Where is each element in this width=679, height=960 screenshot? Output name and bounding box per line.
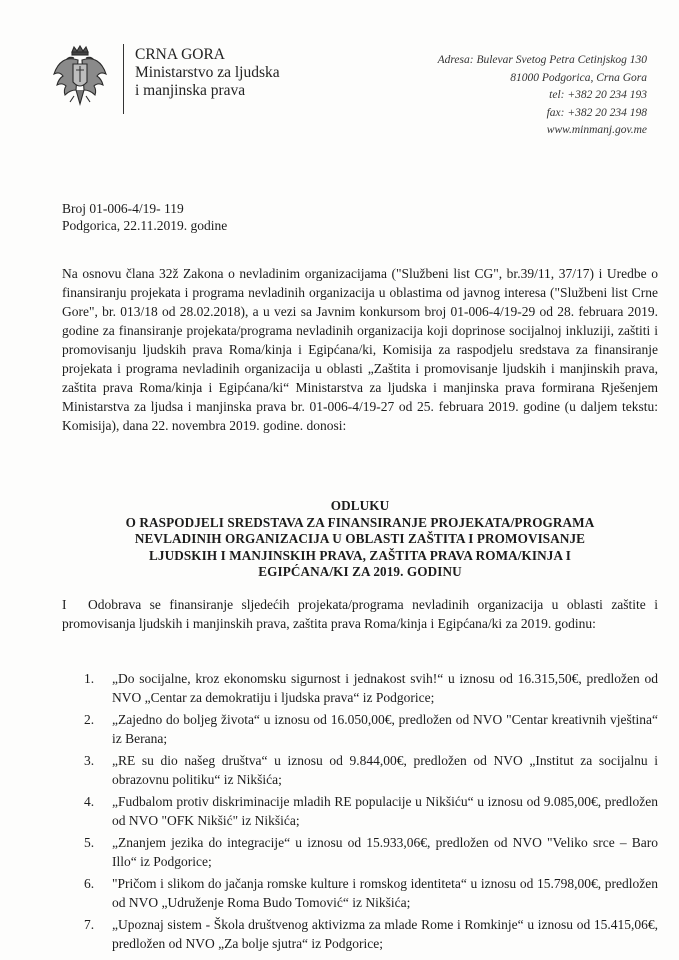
decision-title <box>62 498 658 581</box>
ministry-name <box>135 46 280 100</box>
ministry-line-2: i manjinska prava <box>135 82 246 99</box>
item-text: „RE su dio našeg društva“ u iznosu od 9.844,00€, predložen od NVO „Institut za socijalnu i obrazovnu politiku“ iz Nikšića; <box>112 753 658 787</box>
item-number: 6. <box>84 876 95 891</box>
list-item <box>62 669 658 707</box>
section-one <box>62 595 658 633</box>
ministry-line-1: Ministarstvo za ljudska <box>135 64 280 81</box>
item-number: 1. <box>84 671 95 686</box>
reference-number: Broj 01-006-4/19- 119 <box>62 201 184 216</box>
contact-block <box>438 52 647 140</box>
item-number: 5. <box>84 835 95 850</box>
title-line-2: O RASPODJELI SREDSTAVA ZA FINANSIRANJE PROJEKATA/PROGRAMA <box>125 514 595 530</box>
title-line-1: ODLUKU <box>330 498 390 513</box>
section-numeral: I <box>62 597 67 612</box>
item-number: 7. <box>84 917 95 932</box>
item-text: „Zajedno do boljeg života“ u iznosu od 16.050,00€, predložen od NVO "Centar kreativnih vještina“ iz Berana; <box>112 712 658 746</box>
reference-block <box>62 200 227 234</box>
city-line: 81000 Podgorica, Crna Gora <box>510 71 647 84</box>
country-name: CRNA GORA <box>135 46 226 63</box>
title-line-4: LJUDSKIH I MANJINSKIH PRAVA, ZAŠTITA PRAVA ROMA/KINJA I <box>149 547 571 563</box>
header-divider <box>123 44 124 114</box>
item-number: 2. <box>84 712 95 727</box>
section-text: Odobrava se finansiranje sljedećih projekata/programa nevladinih organizacija u oblasti zaštite i promovisanja ljudskih i manjinskih prava, zaštita prava Roma/kinja i Egipćana/ki za 2019. godinu: <box>62 597 658 631</box>
project-list <box>62 669 658 956</box>
place-date: Podgorica, 22.11.2019. godine <box>62 218 228 233</box>
item-number: 3. <box>84 753 95 768</box>
list-item <box>62 874 658 912</box>
item-text: „Znanjem jezika do integracije“ u iznosu od 15.933,06€, predložen od NVO "Veliko srce – Baro Illo“ iz Podgorice; <box>112 835 658 869</box>
intro-paragraph: Na osnovu člana 32ž Zakona o nevladinim organizacijama ("Službeni list CG", br.39/11, 37/17) i Uredbe o finansiranju projekata i programa nevladinih organizacija u oblastima od javnog interesa ("Službeni list Crne Gore", br. 013/18 od 28.02.2018), a u vezi sa Javnim konkursom broj 01-006-4/19-29 od 28. februara 2019. godine za finansiranje projekata/programa nevladinih organizacija koji doprinose socijalnoj inkluziji, zaštiti i promovisanju ljudskih prava Roma/kinja i Egipćana/ki, Komisija za raspodjelu sredstava za finansiranje projekata i programa nevladinih organizacija u oblasti „Zaštita i promovisanje ljudskih i manjinskih prava, zaštita prava Roma/kinja i Egipćana/ki“ Ministarstva za ljudska i manjinska prava formirana Rješenjem Ministarstva za ljudsa i manjinska prava br. 01-006-4/19-27 od 25. februara 2019. godine (u daljem tekstu: Komisija), dana 22. novembra 2019. godine. donosi: <box>62 266 658 433</box>
item-text: "Pričom i slikom do jačanja romske kulture i romskog identiteta“ u iznosu od 15.798,00€, predložen od NVO „Udruženje Roma Budo Tomović“ iz Nikšića; <box>112 876 658 910</box>
item-text: „Upoznaj sistem - Škola društvenog aktivizma za mlade Rome i Romkinje“ u iznosu od 15.415,06€, predložen od NVO „Za bolje sjutra“ iz Podgorice; <box>112 917 658 951</box>
title-line-5: EGIPĆANA/KI ZA 2019. GODINU <box>258 564 462 580</box>
fax-line: fax: +382 20 234 198 <box>546 106 647 119</box>
title-line-3: NEVLADINIH ORGANIZACIJA U OBLASTI ZAŠTITA I PROMOVISANJE <box>134 531 586 547</box>
list-item <box>62 710 658 748</box>
website-line: www.minmanj.gov.me <box>546 124 647 136</box>
address-line: Adresa: Bulevar Svetog Petra Cetinjskog 130 <box>437 54 647 66</box>
coat-of-arms-icon <box>52 44 108 112</box>
list-item <box>62 833 658 871</box>
list-item <box>62 751 658 789</box>
item-text: „Fudbalom protiv diskriminacije mladih RE populacije u Nikšiću“ u iznosu od 9.085,00€, predložen od NVO "OFK Nikšić" iz Nikšića; <box>112 794 658 828</box>
list-item <box>62 792 658 830</box>
item-text: „Do socijalne, kroz ekonomsku sigurnost i jednakost svih!“ u iznosu od 16.315,50€, predložen od NVO „Centar za demokratiju i ljudska prava“ iz Podgorice; <box>112 671 658 705</box>
phone-line: tel: +382 20 234 193 <box>549 89 647 101</box>
list-item <box>62 915 658 953</box>
item-number: 4. <box>84 794 95 809</box>
